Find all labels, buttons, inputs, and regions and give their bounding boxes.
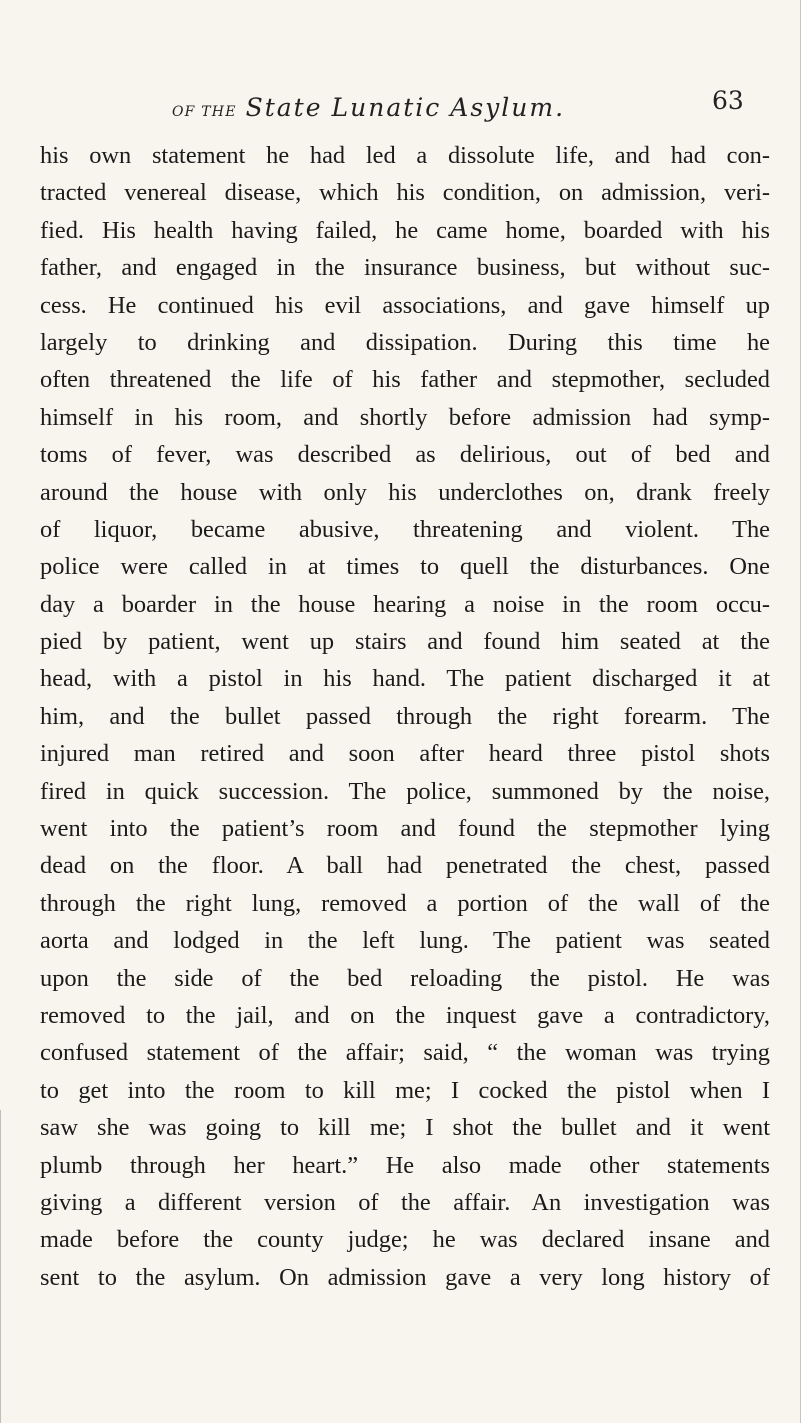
text-line: largely to drinking and dissipation. During this time he [40,328,770,356]
running-head-lunatic: Lunatic [331,93,442,122]
text-line: fired in quick succession. The police, summoned by the noise, [40,777,770,805]
text-line: plumb through her heart.” He also made other statements [40,1151,770,1179]
text-line: upon the side of the bed reloading the pistol. He was [40,964,770,992]
text-line: his own statement he had led a dissolute life, and had con- [40,142,770,169]
text-line: father, and engaged in the insurance business, but without suc- [40,254,770,282]
text-line: pied by patient, went up stairs and found him seated at the [40,628,770,656]
text-line: sent to the asylum. On admission gave a very long history of [40,1263,770,1291]
text-line: of liquor, became abusive, threatening and violent. The [40,515,770,543]
body-paragraph [40,137,770,1296]
text-line: made before the county judge; he was declared insane and [40,1226,770,1254]
text-line: him, and the bullet passed through the right forearm. The [40,702,770,730]
text-line: aorta and lodged in the left lung. The patient was seated [40,927,770,955]
text-line: to get into the room to kill me; I cocked the pistol when I [40,1076,770,1104]
text-line: head, with a pistol in his hand. The patient discharged it at [40,665,770,693]
text-line: removed to the jail, and on the inquest gave a contradictory, [40,1001,770,1029]
text-line: cess. He continued his evil associations, and gave himself up [40,291,770,319]
text-line: day a boarder in the house hearing a noise in the room occu- [40,590,770,618]
page-number: 63 [712,86,744,115]
text-line: police were called in at times to quell the disturbances. One [40,553,770,581]
text-line: often threatened the life of his father and stepmother, secluded [40,366,770,394]
text-line: tracted venereal disease, which his condition, on admission, veri- [40,179,770,207]
text-line: himself in his room, and shortly before admission had symp- [40,403,770,431]
text-line: injured man retired and soon after heard three pistol shots [40,740,770,768]
gutter-shadow [0,1110,1,1423]
text-line: confused statement of the affair; said, “ the woman was trying [40,1039,770,1067]
text-line: dead on the floor. A ball had penetrated the chest, passed [40,852,770,880]
running-head-of-the: OF THE [172,104,237,120]
running-head [172,93,624,123]
text-line: went into the patient’s room and found the stepmother lying [40,815,770,843]
text-line: giving a different version of the affair. An investigation was [40,1188,770,1216]
running-head-asylum: Asylum. [450,93,566,122]
text-line: toms of fever, was described as delirious, out of bed and [40,441,770,469]
text-line: around the house with only his underclothes on, drank freely [40,478,770,506]
text-line: fied. His health having failed, he came home, boarded with his [40,216,770,244]
text-line: through the right lung, removed a portion of the wall of the [40,889,770,917]
text-line: saw she was going to kill me; I shot the bullet and it went [40,1114,770,1142]
running-head-state: State [245,93,323,122]
